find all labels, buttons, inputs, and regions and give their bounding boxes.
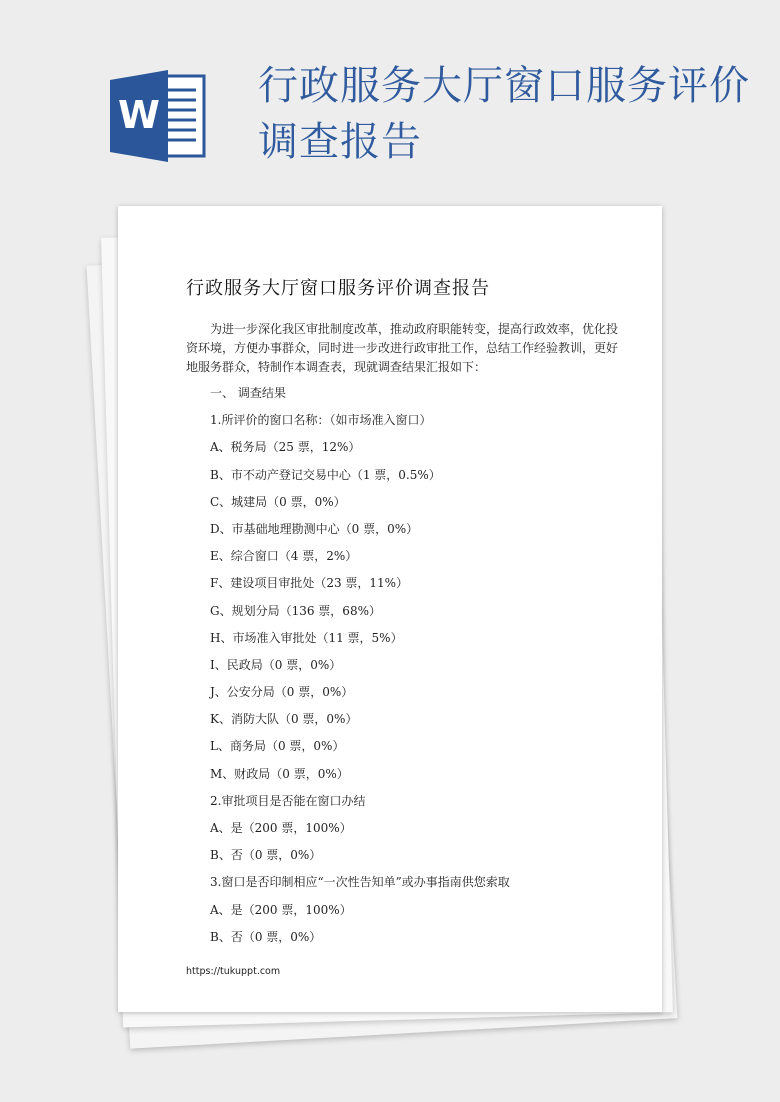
document-title: 行政服务大厅窗口服务评价调查报告	[186, 278, 490, 299]
answer-line: B、否（0 票，0%）	[210, 929, 322, 944]
answer-line: I、民政局（0 票，0%）	[210, 657, 342, 672]
footer-url: https://tukuppt.com	[186, 966, 281, 977]
survey-results-list	[210, 380, 510, 951]
answer-line: J、公安分局（0 票，0%）	[210, 685, 354, 700]
banner-title: 行政服务大厅窗口服务评价调查报告	[258, 63, 750, 165]
answer-line: H、市场准入审批处（11 票，5%）	[210, 630, 403, 645]
word-icon	[106, 68, 212, 164]
intro-paragraph: 为进一步深化我区审批制度改革，推动政府职能转变，提高行政效率，优化投资环境，方便办事群众，同时进一步改进行政审批工作，总结工作经验教训，更好地服务群众，特制作本调查表，现就调查结果汇报如下：	[186, 322, 619, 374]
answer-line: L、商务局（0 票，0%）	[210, 739, 345, 754]
question-line: 1.所评价的窗口名称：（如市场准入窗口）	[210, 413, 432, 428]
answer-line: B、市不动产登记交易中心（1 票，0.5%）	[210, 467, 441, 482]
document-page	[118, 206, 662, 1012]
answer-line: B、否（0 票，0%）	[210, 848, 322, 863]
answer-line: D、市基础地理勘测中心（0 票，0%）	[210, 521, 419, 536]
answer-line: A、税务局（25 票，12%）	[210, 440, 361, 455]
question-line: 3.窗口是否印制相应“一次性告知单”或办事指南供您索取	[210, 875, 510, 890]
word-logo-letter: W	[118, 93, 160, 137]
answer-line: G、规划分局（136 票，68%）	[210, 603, 381, 618]
answer-line: K、消防大队（0 票，0%）	[210, 712, 358, 727]
answer-line: A、是（200 票，100%）	[210, 902, 352, 917]
answer-line: M、财政局（0 票，0%）	[210, 766, 349, 781]
section-heading: 一、 调查结果	[210, 386, 286, 400]
answer-line: A、是（200 票，100%）	[210, 821, 352, 835]
answer-line: E、综合窗口（4 票，2%）	[210, 549, 358, 564]
answer-line: C、城建局（0 票，0%）	[210, 494, 346, 509]
answer-line: F、建设项目审批处（23 票，11%）	[210, 576, 409, 591]
question-line: 2.审批项目是否能在窗口办结	[210, 793, 366, 808]
